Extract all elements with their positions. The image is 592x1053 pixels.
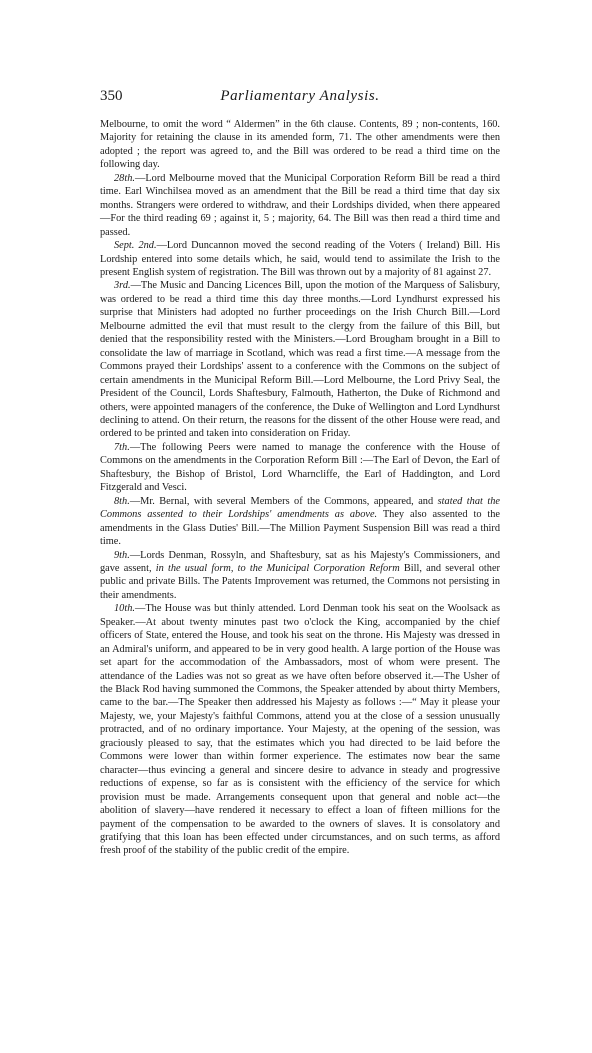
italic-text: 10th. [114,603,135,615]
italic-text: 9th. [114,549,130,561]
paragraph [100,602,500,858]
paragraph-text: —Lords Denman, Rossyln, and Shaftesbury, sat as his Majesty's Commissioners, and gave assent, [100,549,500,574]
italic-text: 8th. [114,495,130,507]
running-title: Parliamentary Analysis. [220,88,380,104]
italic-text: 3rd. [114,280,131,292]
paragraph-text: —Lord Duncannon moved the second reading of the Voters ( Ireland) Bill. His Lordship entered into some details which, he said, would tend to assimilate the Irish to the present English system of registration. The Bill was thrown out by a majority of 81 against 27. [100,240,501,278]
paragraph [100,118,500,172]
paragraph-text: —The following Peers were named to manage the conference with the House of Commons on the amendments in the Corporation Reform Bill :—The Earl of Devon, the Earl of Shaftesbury, the Bishop of Bristol, Lord Wharncliffe, the Earl of Haddington, and Lord Fitzgerald and Vesci. [100,441,500,494]
paragraph-text: Melbourne, to omit the word “ Aldermen” in the 6th clause. Contents, 89 ; non-contents, 160. Majority for retaining the clause in its amended form, 71. The other amendments were then adopted ; the report was agreed to, and the Bill was ordered to be read a third time on the following day. [100,119,500,171]
italic-text: stated that the Commons assented to their Lordships' amendments as above. [100,495,500,521]
paragraph-text: —The Music and Dancing Licences Bill, upon the motion of the Marquess of Salisbury, was ordered to be read a third time this day three months.—Lord Lyndhurst expressed his surprise that Ministers had adopted no further proceedings on the Irish Church Bill.—Lord Melbourne admitted the evil that must result to the clergy from the failure of this Bill, but denied that the responsibility rested with the Ministers.—Lord Brougham brought in a Bill to consolidate the law of marriage in Scotland, which was read a first time.—A message from the Commons prayed their Lordships' assent to a conference with the Commons on the subject of certain amendments in the Municipal Reform Bill.—Lord Melbourne, the Lord Privy Seal, the President of the Council, Lords Shaftesbury, Falmouth, Hatherton, the Duke of Richmond and others, were appointed managers of the conference, the Duke of Wellington and Lord Lyndhurst declining to attend. On their return, the reasons for the dissent of the other House were read, and ordered to be printed and taken into consideration on Friday. [100,280,500,440]
paragraph-text: —Mr. Bernal, with several Members of the Commons, appeared, and [129,495,438,507]
page-number: 350 [100,88,123,104]
italic-text: 28th. [114,172,135,184]
paragraph-text: —The House was but thinly attended. Lord Denman took his seat on the Woolsack as Speaker.—At about twenty minutes past two o'clock the King, accompanied by the chief officers of State, entered the House, and took his seat on the throne. His Majesty was dressed in an Admiral's uniform, and appeared to be in very good health. A large portion of the House was set apart for the accommodation of the Ambassadors, most of whom were present. The attendance of the Ladies was not so great as we have often before observed it.—The Usher of the Black Rod having summoned the Commons, the Speaker attended by about thirty Members, came to the bar.—The Speaker then addressed his Majesty as follows :—“ May it please your Majesty, we, your Majesty's faithful Commons, attend you at the close of a session unusually protracted, and of no ordinary importance. Your Majesty, at the opening of the session, was graciously pleased to say, that the estimates which you had directed to be laid before the Commons were lower than within former experience. The estimates now bear the same character—thus evincing a general and sincere desire to advance in steady and progressive reductions of expense, so far as is consistent with the efficiency of the service for which provision must be made. Arrangements consequent upon that general and noble act—the abolition of slavery—have rendered it necessary to effect a loan of fifteen millions for the payment of the compensation to be awarded to the owners of slaves. It is consolatory and gratifying that this loan has been effected under circumstances, and on such terms, as afford fresh proof of the stability of the public credit of the empire. [100,603,500,857]
paragraph [100,172,500,239]
italic-text: in the usual form, to the Municipal Corporation Reform [155,562,400,574]
paragraph [100,279,500,440]
paragraph [100,549,500,603]
body-text [100,118,500,858]
paragraph [100,239,500,279]
paragraph-text: They also assented to the amendments in the Glass Duties' Bill.—The Million Payment Suspension Bill was read a third time. [100,509,501,548]
paragraph [100,495,500,549]
italic-text: Sept. 2nd. [114,240,157,252]
running-head [100,88,500,112]
italic-text: 7th. [114,441,130,453]
paragraph-text: Bill, and several other public and private Bills. The Patents Improvement was returned, the Commons not persisting in their amendments. [100,562,500,601]
paragraph [100,441,500,495]
paragraph-text: —Lord Melbourne moved that the Municipal Corporation Reform Bill be read a third time. Earl Winchilsea moved as an amendment that the Bill be read a third time that day six months. Strangers were ordered to withdraw, and their Lordships divided, when there appeared—For the third reading 69 ; against it, 5 ; majority, 64. The Bill was then read a third time and passed. [100,172,500,238]
book-page [100,88,500,858]
